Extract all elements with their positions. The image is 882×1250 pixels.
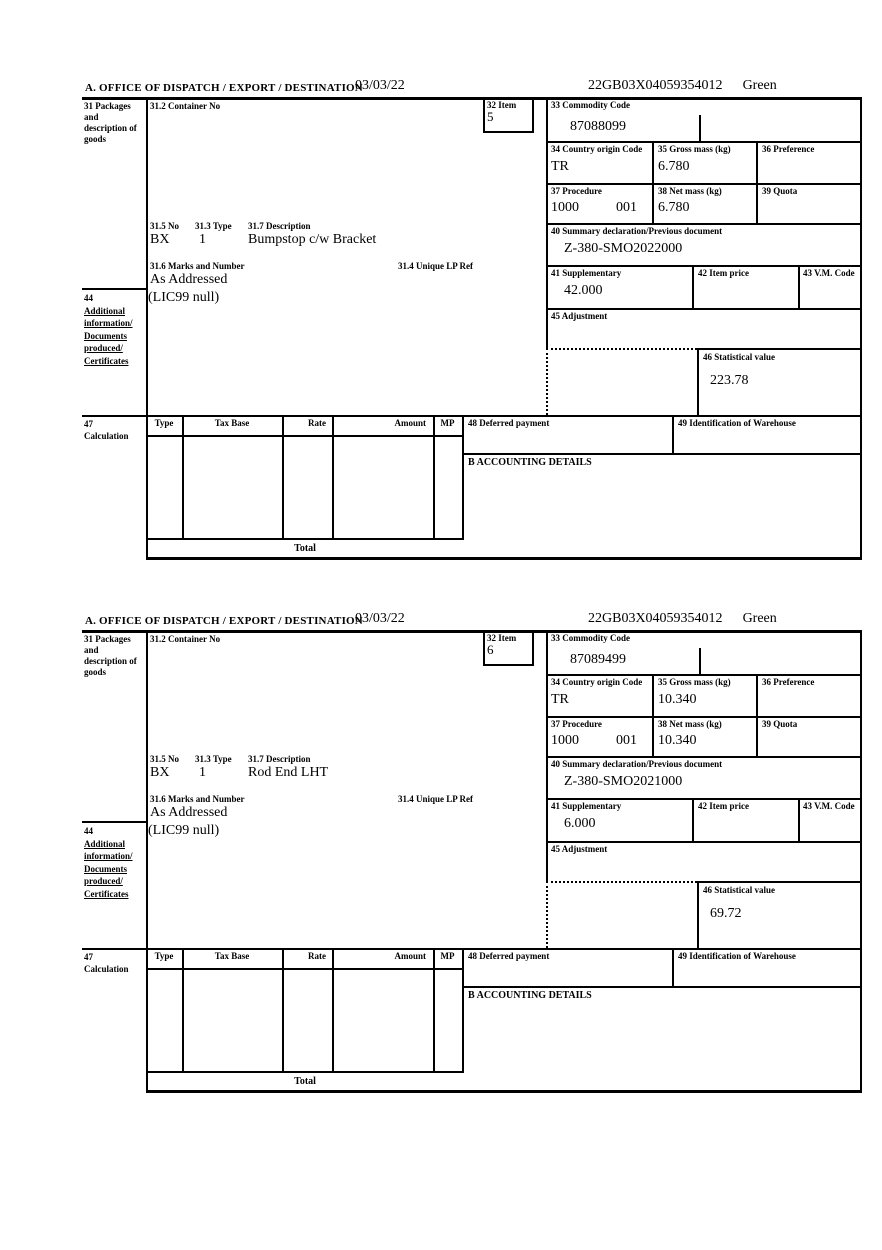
box44-line: Additional (84, 838, 126, 849)
box44-line: produced/ (84, 343, 123, 353)
calc-col-tax-base-label: Tax Base (214, 418, 250, 428)
box49-warehouse-label: 49 Identification of Warehouse (678, 951, 796, 961)
grid-line (546, 223, 862, 225)
calc-col-type-label: Type (154, 418, 174, 428)
grid-line-dotted (546, 881, 548, 948)
grid-line (146, 557, 862, 560)
box316-marks-label: 31.6 Marks and Number (150, 794, 245, 804)
goods-description-value: Rod End LHT (248, 765, 329, 780)
box41-supplementary-label: 41 Supplementary (551, 268, 622, 278)
grid-line (146, 97, 148, 560)
additional-info-value: (LIC99 null) (148, 823, 220, 838)
box33-commodity-code-label: 33 Commodity Code (551, 100, 630, 110)
grid-line (546, 141, 862, 143)
box37-procedure-label: 37 Procedure (551, 186, 602, 196)
box317-description-label: 31.7 Description (248, 754, 311, 764)
commodity-code-value: 87088099 (570, 119, 626, 134)
grid-line-dotted (546, 348, 548, 415)
box44-line: Documents (84, 863, 127, 874)
summary-declaration-value: Z-380-SMO2022000 (564, 241, 683, 256)
movement-reference-number: 22GB03X04059354012 (588, 611, 723, 626)
grid-line (546, 183, 862, 185)
grid-line-dotted (546, 881, 697, 883)
grid-line (672, 415, 674, 453)
grid-line (82, 821, 146, 823)
declaration-grid (82, 630, 862, 1093)
box315-no-label: 31.5 No (150, 754, 179, 764)
grid-line (697, 348, 699, 415)
grid-line (462, 415, 464, 538)
grid-line (146, 1071, 464, 1073)
box31-packages-label: 31 Packages and description of goods (84, 634, 137, 677)
grid-line (532, 97, 534, 133)
supplementary-units-value: 6.000 (564, 816, 596, 831)
declaration-grid (82, 97, 862, 560)
net-mass-value: 10.340 (658, 733, 697, 748)
box48-deferred-payment-label: 48 Deferred payment (468, 951, 550, 961)
box314-unique-lp-ref-label: 31.4 Unique LP Ref (398, 261, 474, 271)
grid-line (82, 97, 862, 100)
box37-procedure-label: 37 Procedure (551, 719, 602, 729)
box38-net-mass-label: 38 Net mass (kg) (658, 719, 722, 729)
declaration-reference (588, 611, 777, 627)
procedure-code-2-value: 001 (616, 733, 637, 748)
box47-number: 47 (84, 952, 93, 962)
box44-line: produced/ (84, 876, 123, 886)
grid-line (462, 948, 464, 1071)
additional-info-value: (LIC99 null) (148, 290, 220, 305)
marks-value: As Addressed (150, 272, 228, 287)
grid-line (282, 948, 284, 1071)
grid-line (546, 265, 862, 267)
grid-line (798, 265, 800, 308)
grid-line (798, 798, 800, 841)
box47-number: 47 (84, 419, 93, 429)
box32-item-label: 32 Item (487, 633, 517, 643)
grid-line (546, 798, 862, 800)
grid-line (462, 453, 862, 455)
office-of-dispatch-label: A. OFFICE OF DISPATCH / EXPORT / DESTINATION (85, 615, 363, 627)
grid-line (146, 1090, 862, 1093)
country-origin-value: TR (551, 159, 569, 174)
box34-country-origin-label: 34 Country origin Code (551, 144, 643, 154)
grid-line (332, 948, 334, 1071)
grid-line (282, 415, 284, 538)
box44-additional-info-label (84, 825, 133, 900)
supplementary-units-value: 42.000 (564, 283, 603, 298)
goods-description-value: Bumpstop c/w Bracket (248, 232, 377, 247)
accounting-details-label: B ACCOUNTING DETAILS (468, 457, 592, 468)
calc-col-rate-label: Rate (308, 951, 326, 961)
calc-col-amount-label: Amount (394, 418, 426, 428)
package-type-value: 1 (199, 232, 206, 247)
box44-line: information/ (84, 851, 133, 861)
grid-line (546, 756, 862, 758)
box43-vm-code-label: 43 V.M. Code (803, 801, 855, 811)
declaration-item-copy (82, 76, 862, 560)
grid-line (697, 881, 699, 948)
grid-line (82, 630, 862, 633)
office-of-dispatch-label: A. OFFICE OF DISPATCH / EXPORT / DESTINATION (85, 82, 363, 94)
package-type-value: 1 (199, 765, 206, 780)
movement-reference-number: 22GB03X04059354012 (588, 78, 723, 93)
total-label: Total (294, 1076, 316, 1087)
box313-type-label: 31.3 Type (195, 754, 232, 764)
box31-packages-label: 31 Packages and description of goods (84, 101, 137, 144)
calc-col-tax-base-label: Tax Base (214, 951, 250, 961)
box42-item-price-label: 42 Item price (698, 801, 749, 811)
box312-container-no-label: 31.2 Container No (150, 634, 221, 644)
dispatch-date-value: 03/03/22 (355, 611, 405, 626)
box44-additional-info-label (84, 292, 133, 367)
summary-declaration-value: Z-380-SMO2021000 (564, 774, 683, 789)
box35-gross-mass-label: 35 Gross mass (kg) (658, 144, 731, 154)
box34-country-origin-label: 34 Country origin Code (551, 677, 643, 687)
box317-description-label: 31.7 Description (248, 221, 311, 231)
commodity-code-value: 87089499 (570, 652, 626, 667)
dispatch-date-value: 03/03/22 (355, 78, 405, 93)
box47-calculation-label: Calculation (84, 964, 129, 974)
grid-line (483, 630, 485, 666)
box36-preference-label: 36 Preference (762, 144, 815, 154)
box46-statistical-value-label: 46 Statistical value (703, 352, 775, 362)
grid-line (692, 798, 694, 841)
grid-line (860, 630, 862, 1093)
grid-line (692, 265, 694, 308)
declaration-item-copy (82, 609, 862, 1093)
net-mass-value: 6.780 (658, 200, 690, 215)
grid-line (146, 435, 464, 437)
box43-vm-code-label: 43 V.M. Code (803, 268, 855, 278)
grid-line (433, 948, 435, 1071)
box312-container-no-label: 31.2 Container No (150, 101, 221, 111)
grid-line (82, 288, 146, 290)
commodity-code-separator (699, 648, 701, 674)
routing-status-value: Green (742, 611, 777, 626)
box44-number: 44 (84, 826, 93, 836)
grid-line (182, 948, 184, 1071)
grid-line (146, 630, 148, 1093)
routing-status-value: Green (742, 78, 777, 93)
package-count-value: BX (150, 765, 170, 780)
country-origin-value: TR (551, 692, 569, 707)
grid-line (332, 415, 334, 538)
box313-type-label: 31.3 Type (195, 221, 232, 231)
box47-calculation-label: Calculation (84, 431, 129, 441)
commodity-code-separator (699, 115, 701, 141)
grid-line (483, 664, 534, 666)
box38-net-mass-label: 38 Net mass (kg) (658, 186, 722, 196)
box41-supplementary-label: 41 Supplementary (551, 801, 622, 811)
grid-line (146, 968, 464, 970)
marks-value: As Addressed (150, 805, 228, 820)
procedure-code-2-value: 001 (616, 200, 637, 215)
grid-line-dotted (546, 348, 697, 350)
grid-line (433, 415, 435, 538)
box45-adjustment-label: 45 Adjustment (551, 844, 608, 854)
calc-col-mp-label: MP (440, 418, 455, 428)
box35-gross-mass-label: 35 Gross mass (kg) (658, 677, 731, 687)
package-count-value: BX (150, 232, 170, 247)
accounting-details-label: B ACCOUNTING DETAILS (468, 990, 592, 1001)
box44-line: Additional (84, 305, 126, 316)
gross-mass-value: 6.780 (658, 159, 690, 174)
box314-unique-lp-ref-label: 31.4 Unique LP Ref (398, 794, 474, 804)
grid-line (697, 881, 862, 883)
grid-line (546, 674, 862, 676)
grid-line (483, 131, 534, 133)
box39-quota-label: 39 Quota (762, 186, 798, 196)
item-number-value: 5 (487, 109, 494, 124)
grid-line (672, 948, 674, 986)
calc-col-rate-label: Rate (308, 418, 326, 428)
grid-line (546, 841, 862, 843)
grid-line (82, 415, 862, 417)
grid-line (697, 348, 862, 350)
box44-line: Documents (84, 330, 127, 341)
box40-summary-declaration-label: 40 Summary declaration/Previous document (551, 226, 723, 236)
box44-number: 44 (84, 293, 93, 303)
grid-line (146, 538, 464, 540)
grid-line (82, 948, 862, 950)
box44-line: information/ (84, 318, 133, 328)
box32-item-label: 32 Item (487, 100, 517, 110)
procedure-code-value: 1000 (551, 200, 579, 215)
box40-summary-declaration-label: 40 Summary declaration/Previous document (551, 759, 723, 769)
statistical-value: 69.72 (710, 906, 742, 921)
total-label: Total (294, 543, 316, 554)
grid-line (462, 986, 862, 988)
grid-line (182, 415, 184, 538)
box44-line: Certificates (84, 355, 129, 366)
grid-line (483, 97, 485, 133)
box49-warehouse-label: 49 Identification of Warehouse (678, 418, 796, 428)
procedure-code-value: 1000 (551, 733, 579, 748)
grid-line (546, 308, 862, 310)
box36-preference-label: 36 Preference (762, 677, 815, 687)
box33-commodity-code-label: 33 Commodity Code (551, 633, 630, 643)
box48-deferred-payment-label: 48 Deferred payment (468, 418, 550, 428)
calc-col-type-label: Type (154, 951, 174, 961)
grid-line (532, 630, 534, 666)
declaration-reference (588, 78, 777, 94)
grid-line (860, 97, 862, 560)
box315-no-label: 31.5 No (150, 221, 179, 231)
box46-statistical-value-label: 46 Statistical value (703, 885, 775, 895)
box39-quota-label: 39 Quota (762, 719, 798, 729)
box42-item-price-label: 42 Item price (698, 268, 749, 278)
grid-line (546, 716, 862, 718)
box316-marks-label: 31.6 Marks and Number (150, 261, 245, 271)
calc-col-amount-label: Amount (394, 951, 426, 961)
box45-adjustment-label: 45 Adjustment (551, 311, 608, 321)
statistical-value: 223.78 (710, 373, 749, 388)
item-number-value: 6 (487, 642, 494, 657)
box44-line: Certificates (84, 888, 129, 899)
gross-mass-value: 10.340 (658, 692, 697, 707)
calc-col-mp-label: MP (440, 951, 455, 961)
